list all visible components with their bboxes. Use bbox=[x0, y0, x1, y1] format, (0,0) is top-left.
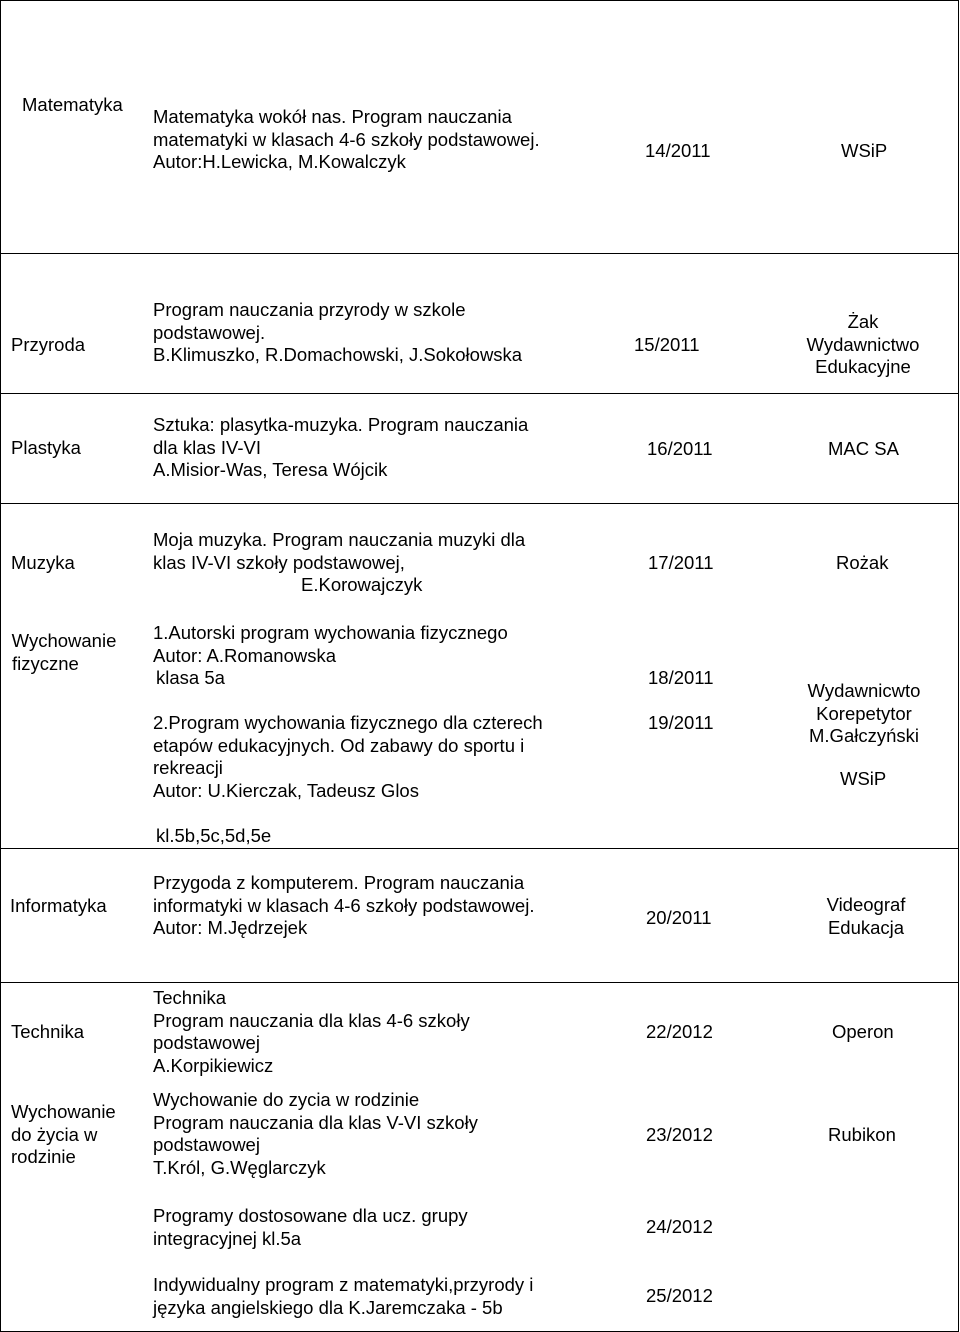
table-border-top bbox=[0, 0, 959, 1]
number-cell: 24/2012 bbox=[646, 1216, 713, 1237]
program-cell: Wychowanie do zycia w rodzinie Program nauczania dla klas V-VI szkoły podstawowej T.Król, G.Węglarczyk bbox=[153, 1089, 478, 1178]
publisher-cell: Wydawnicwto Korepetytor M.Gałczyński bbox=[807, 680, 921, 746]
number-cell: 15/2011 bbox=[634, 334, 700, 355]
number-cell: 20/2011 bbox=[646, 907, 712, 928]
subject-cell: Matematyka bbox=[22, 94, 123, 115]
publisher-cell: Videograf Edukacja bbox=[826, 894, 906, 938]
subject-cell: Technika bbox=[11, 1021, 85, 1042]
publisher-cell: Żak Wydawnictwo Edukacyjne bbox=[806, 311, 920, 377]
program-cell: 2.Program wychowania fizycznego dla czterech etapów edukacyjnych. Od zabawy do sportu i rekreacji Autor: U.Kierczak, Tadeusz Glos bbox=[153, 712, 543, 801]
program-cell: Moja muzyka. Program nauczania muzyki dla klas IV-VI szkoły podstawowej, E.Korowajczyk bbox=[153, 529, 526, 595]
subject-cell: Plastyka bbox=[11, 437, 81, 458]
number-cell: 17/2011 bbox=[648, 552, 714, 573]
row-divider bbox=[0, 393, 959, 394]
program-class-note: kl.5b,5c,5d,5e bbox=[156, 825, 272, 846]
program-cell: Programy dostosowane dla ucz. grupy integracyjnej kl.5a bbox=[153, 1205, 468, 1249]
number-cell: 23/2012 bbox=[646, 1124, 713, 1145]
program-cell: 1.Autorski program wychowania fizycznego Autor: A.Romanowska klasa 5a bbox=[153, 622, 508, 688]
row-divider bbox=[0, 848, 959, 849]
table-border-right bbox=[958, 0, 959, 1332]
publisher-cell: WSiP bbox=[840, 768, 887, 789]
number-cell: 19/2011 bbox=[648, 712, 714, 733]
program-cell: Matematyka wokół nas. Program nauczania matematyki w klasach 4-6 szkoły podstawowej. Autor:H.Lewicka, M.Kowalczyk bbox=[153, 106, 540, 172]
subject-cell: Muzyka bbox=[11, 552, 75, 573]
subject-cell: Wychowanie fizyczne bbox=[11, 630, 117, 674]
publisher-cell: Rożak bbox=[836, 552, 889, 573]
number-cell: 22/2012 bbox=[646, 1021, 713, 1042]
publisher-cell: WSiP bbox=[841, 140, 888, 161]
row-divider bbox=[0, 253, 959, 254]
subject-cell: Wychowanie do życia w rodzinie bbox=[11, 1101, 116, 1167]
program-cell: Indywidualny program z matematyki,przyrody i języka angielskiego dla K.Jaremczaka - 5b bbox=[153, 1274, 534, 1318]
row-divider bbox=[0, 982, 959, 983]
publisher-cell: Rubikon bbox=[828, 1124, 896, 1145]
row-divider bbox=[0, 503, 959, 504]
publisher-cell: Operon bbox=[832, 1021, 894, 1042]
program-cell: Sztuka: plasytka-muzyka. Program nauczania dla klas IV-VI A.Misior-Was, Teresa Wójcik bbox=[153, 414, 529, 480]
number-cell: 25/2012 bbox=[646, 1285, 713, 1306]
program-cell: Przygoda z komputerem. Program nauczania informatyki w klasach 4-6 szkoły podstawowej. Autor: M.Jędrzejek bbox=[153, 872, 535, 938]
number-cell: 14/2011 bbox=[645, 140, 711, 161]
table-border-left bbox=[0, 0, 1, 1332]
subject-cell: Przyroda bbox=[11, 334, 86, 355]
subject-cell: Informatyka bbox=[10, 895, 107, 916]
program-cell: Program nauczania przyrody w szkole podstawowej. B.Klimuszko, R.Domachowski, J.Sokołowska bbox=[153, 299, 523, 365]
publisher-cell: MAC SA bbox=[828, 438, 899, 459]
number-cell: 16/2011 bbox=[647, 438, 713, 459]
program-cell: Technika Program nauczania dla klas 4-6 szkoły podstawowej A.Korpikiewicz bbox=[153, 987, 470, 1076]
number-cell: 18/2011 bbox=[648, 667, 714, 688]
